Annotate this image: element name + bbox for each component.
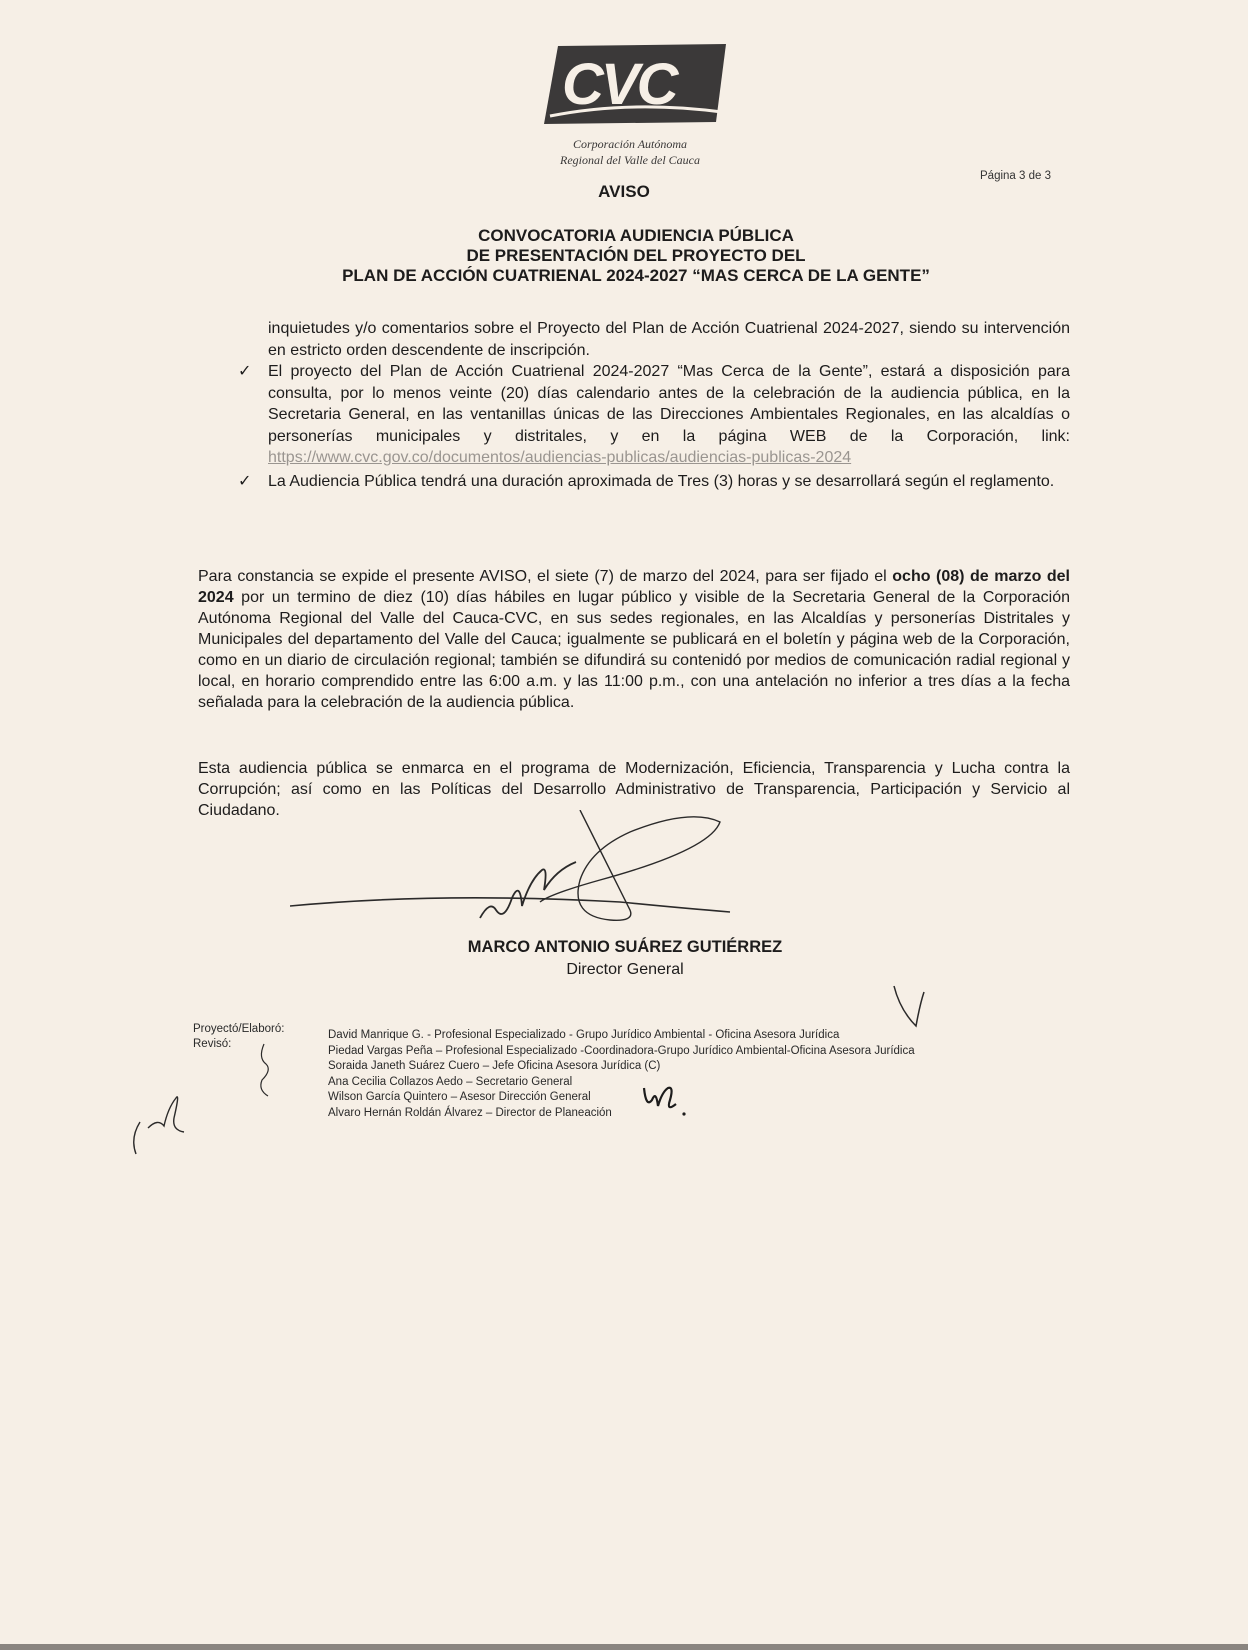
title-line-1: CONVOCATORIA AUDIENCIA PÚBLICA xyxy=(478,226,794,245)
signatory-title: Director General xyxy=(566,961,684,978)
conditions-list xyxy=(238,318,1070,492)
check-icon: ✓ xyxy=(238,472,252,490)
credit-line: Piedad Vargas Peña – Profesional Especializado -Coordinadora-Grupo Jurídico Ambiental-Oficina Asesora Jurídica xyxy=(328,1044,915,1057)
initial-mark xyxy=(640,1082,690,1118)
list-continuation: inquietudes y/o comentarios sobre el Proyecto del Plan de Acción Cuatrienal 2024-2027, siendo su intervención en estricto orden descendente de inscripción. xyxy=(268,320,1070,359)
credit-line: David Manrique G. - Profesional Especializado - Grupo Jurídico Ambiental - Oficina Asesora Jurídica xyxy=(328,1029,840,1041)
document-title xyxy=(0,226,1248,286)
credits-list xyxy=(328,1028,915,1121)
cvc-logo xyxy=(540,42,730,124)
credit-line: Soraida Janeth Suárez Cuero – Jefe Oficina Asesora Jurídica (C) xyxy=(328,1060,661,1072)
title-line-2: DE PRESENTACIÓN DEL PROYECTO DEL xyxy=(466,246,806,265)
svg-text:CVC: CVC xyxy=(562,52,676,117)
signatory-name: MARCO ANTONIO SUÁREZ GUTIÉRREZ xyxy=(467,938,783,956)
constancia-paragraph: Para constancia se expide el presente AVISO, el siete (7) de marzo del 2024, para ser fijado el ocho (08) de marzo del 2024 por un termino de diez (10) días hábiles en lugar público y visible de la Secretaria General de la Corporación Autónoma Regional del Valle del Cauca-CVC, en sus sedes regionales, en las Alcaldías y personerías Distritales y Municipales del departamento del Valle del Cauca; igualmente se publicará en el boletín y página web de la Corporación, como en un diario de circulación regional; también se difundirá su contenidó por medios de comunicación radial regional y local, en horario comprendido entre las 6:00 a.m. y las 11:00 p.m., con una antelación no inferior a tres días a la fecha señalada para la celebración de la audiencia pública. xyxy=(198,568,1070,711)
initial-mark xyxy=(880,984,940,1034)
list-item: ✓ La Audiencia Pública tendrá una duración aproximada de Tres (3) horas y se desarrollará según el reglamento. xyxy=(238,471,1070,493)
list-item: ✓ El proyecto del Plan de Acción Cuatrienal 2024-2027 “Mas Cerca de la Gente”, estará a disposición para consulta, por lo menos veinte (20) días calendario antes de la celebración de la audiencia pública, en la Secretaria General, en las ventanillas únicas de las Direcciones Ambientales Regionales, en las alcaldías o personerías municipales y distritales, y en la página WEB de la Corporación, link: https://www.cvc.gov.co/documentos/audiencias-publicas/audiencias-publicas-2024 xyxy=(238,363,1070,466)
publication-date: ocho (08) de marzo del 2024 xyxy=(198,568,1070,606)
scan-edge xyxy=(0,1644,1248,1650)
aviso-heading: AVISO xyxy=(598,182,650,201)
handwritten-signature xyxy=(290,810,750,950)
credit-line: Wilson García Quintero – Asesor Dirección General xyxy=(328,1091,591,1103)
initial-mark xyxy=(252,1040,282,1100)
program-paragraph: Esta audiencia pública se enmarca en el programa de Modernización, Eficiencia, Transparencia y Lucha contra la Corrupción; así como en las Políticas del Desarrollo Administrativo de Transparencia, Participación y Servicio al Ciudadano. xyxy=(198,760,1070,819)
page-number: Página 3 de 3 xyxy=(980,170,1051,182)
corporation-link[interactable]: https://www.cvc.gov.co/documentos/audiencias-publicas/audiencias-publicas-2024 xyxy=(268,449,852,466)
title-line-3: PLAN DE ACCIÓN CUATRIENAL 2024-2027 “MAS CERCA DE LA GENTE” xyxy=(342,266,930,285)
roles-labels: Proyectó/Elaboró: Revisó: xyxy=(193,1023,285,1050)
credit-line: Ana Cecilia Collazos Aedo – Secretario General xyxy=(328,1075,573,1088)
check-icon: ✓ xyxy=(238,363,252,380)
credit-line: Alvaro Hernán Roldán Álvarez – Director de Planeación xyxy=(328,1106,612,1119)
logo-subtitle: Corporación Autónoma Regional del Valle del Cauca xyxy=(560,137,700,167)
initial-mark xyxy=(128,1078,208,1158)
